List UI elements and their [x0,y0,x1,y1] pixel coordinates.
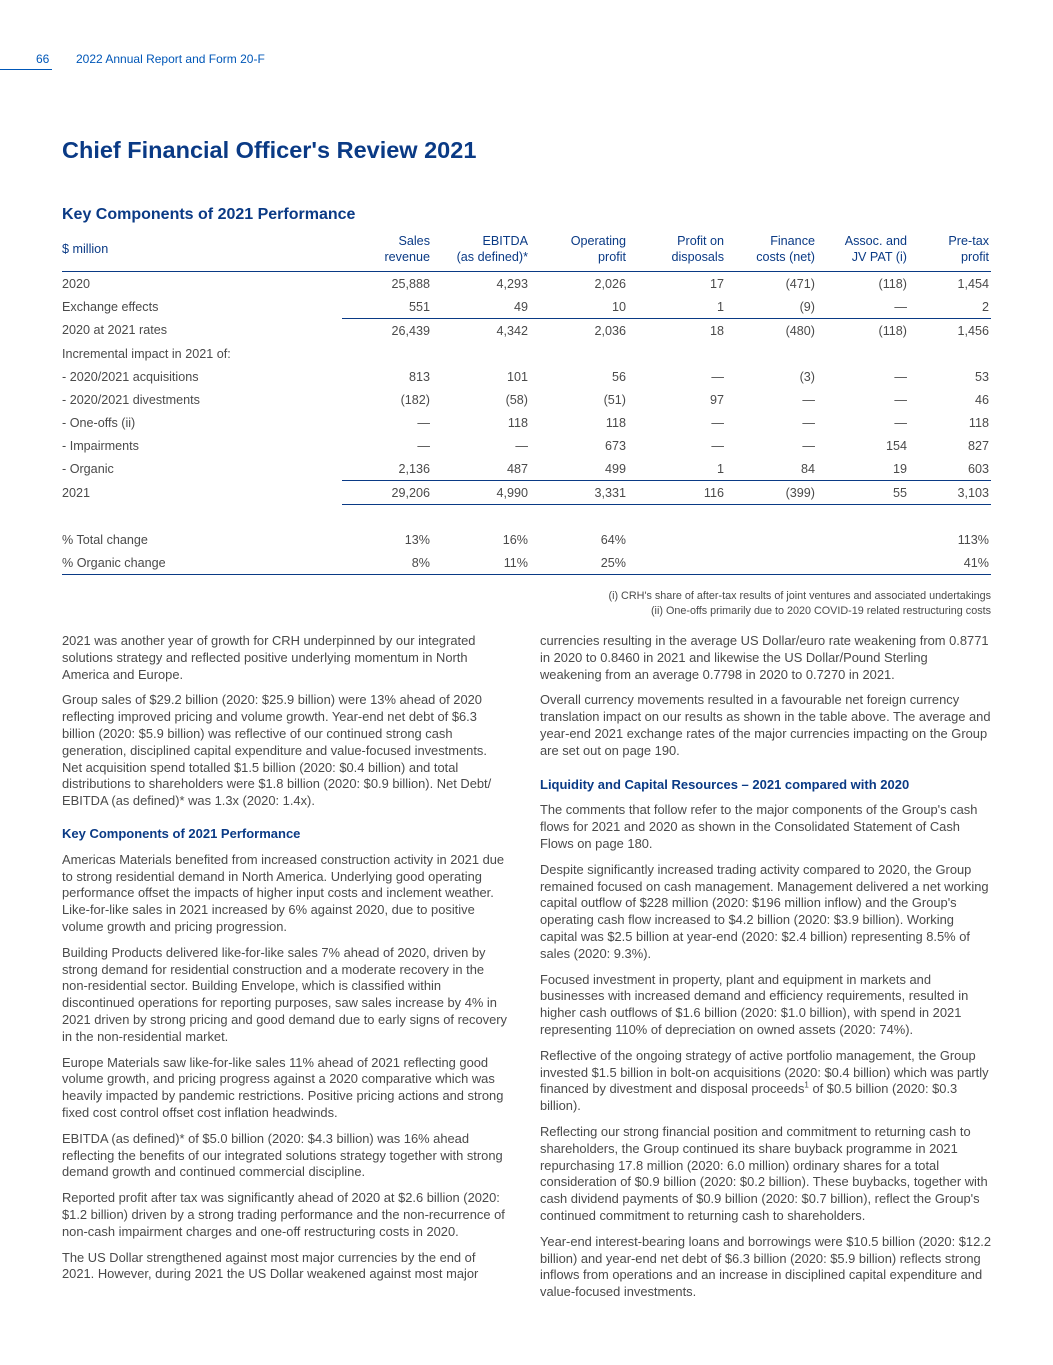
table-cell: (3) [799,369,815,384]
paragraph: currencies resulting in the average US Dollar/euro rate weakening from 0.8771 in 2020 to 0.8460 in 2021 and likewise the US Dollar/Pound Sterling weakening from an average 0.7798 in 2020 to 0.7270 in 2021. [540,633,989,682]
table-cell: (9) [726,295,817,319]
table-cell: 813 [408,369,430,384]
page-title: Chief Financial Officer's Review 2021 [62,137,477,163]
row-label: 2020 [62,276,91,291]
unit-label: $ million [62,229,342,272]
table-cell: — [711,415,724,430]
table-cell: 118 [507,415,528,430]
row-label: 2021 [62,485,91,500]
paragraph: Group sales of $29.2 billion (2020: $25.9 billion) were 13% ahead of 2020 reflecting improved pricing and volume growth. Year-end net debt of $6.3 billion (2020: $5.9 billion) was reflective of our continued strong cash generation, disciplined capital expenditure and value-focused investments. Net acquisition spend totalled $1.5 billion (2020: $0.4 billion) and total distributions to shareholders were $1.8 billion (2020: $0.9 billion). Net Debt/ EBITDA (as defined)* was 1.3x (2020: 1.4x). [62,692,492,809]
left-column [62,633,509,1292]
table-cell: — [515,438,528,453]
table-cell: 101 [506,369,528,384]
footnote: (ii) One-offs primarily due to 2020 COVID-19 related restructuring costs [650,605,991,617]
section-heading: Key Components of 2021 Performance [62,825,301,841]
column-header: Profit on disposals [628,229,726,272]
table-cell [342,342,432,365]
table-cell: — [817,295,909,319]
table-cell: 55 [817,481,909,505]
table-cell: 3,103 [909,481,991,505]
table-cell: 64% [600,532,626,547]
table-cell: 49 [432,295,530,319]
row-label: Incremental impact in 2021 of: [62,346,231,361]
row-label: % Total change [62,532,148,547]
table-spacer-row [62,505,991,529]
row-label: % Organic change [62,551,342,575]
table-cell: 827 [967,438,989,453]
section-heading: Liquidity and Capital Resources – 2021 compared with 2020 [540,776,910,792]
table-cell: 551 [342,295,432,319]
table-cell: 8% [342,551,432,575]
paragraph: Americas Materials benefited from increased construction activity in 2021 due to strong residential demand in North America. Underlying good operating performance offset the impacts of higher input costs and inclement weather. Like-for-like sales in 2021 increased by 6% against 2020, due to positive volume growth and pricing progression. [62,851,505,934]
table-cell: 2 [909,295,991,319]
paragraph: The comments that follow refer to the major components of the Group's cash flows for 2021 and 2020 as shown in the Consolidated Statement of Cash Flows on page 180. [540,802,978,851]
table-cell: 18 [709,323,724,338]
table-cell: — [417,415,430,430]
table-cell: 53 [974,369,989,384]
table-cell: (399) [726,481,817,505]
table-cell: — [417,438,430,453]
table-cell: 97 [709,392,724,407]
column-header: Pre-tax profit [909,229,991,272]
paragraph: EBITDA (as defined)* of $5.0 billion (2020: $4.3 billion) was 16% ahead reflecting the benefits of our integrated solutions strategy together with strong demand growth and continued commercial discipline. [62,1130,503,1180]
table-cell [726,528,817,551]
table-cell: — [802,438,815,453]
table-cell: 56 [611,369,626,384]
change-row [62,528,991,551]
table-cell: 2,026 [594,276,626,291]
table-cell: (480) [785,323,815,338]
table-cell: — [894,415,907,430]
table-cell: (118) [878,276,907,291]
table-row [62,457,991,481]
row-label: - Organic [62,461,114,476]
table-cell: 10 [530,295,628,319]
table-cell: 84 [726,457,817,481]
table-row [62,319,991,343]
paragraph: Reported profit after tax was significantly ahead of 2020 at $2.6 billion (2020: $1.2 billion) driven by a strong trading performance and the non-recurrence of non-cash impairment charges and one-off restructuring costs in 2020. [62,1190,505,1239]
table-cell: (58) [505,392,528,407]
table-cell: 118 [968,415,989,430]
table-row [62,411,991,434]
paragraph: Europe Materials saw like-for-like sales 11% ahead of 2021 reflecting good volume growth, and pricing progress against a 2020 comparative which was heavily impacted by pandemic restrictions. Positive pricing actions and strong fixed cost control offset cost inflation headwinds. [62,1054,504,1120]
table-cell: — [894,392,907,407]
row-label: - 2020/2021 divestments [62,392,200,407]
row-label: 2020 at 2021 rates [62,323,168,338]
table-cell: 1,456 [957,323,989,338]
table-header-row [62,229,991,272]
key-components-table [62,229,991,575]
row-label: - 2020/2021 acquisitions [62,369,199,384]
table-cell [530,342,628,365]
footnote-marker: 1 [804,1081,809,1091]
table-cell [909,342,991,365]
table-cell: 603 [909,457,991,481]
table-cell: 2,136 [342,457,432,481]
table-cell: 4,990 [432,481,530,505]
table-cell: 11% [432,551,530,575]
table-cell: — [711,438,724,453]
table-cell [726,342,817,365]
paragraph: Focused investment in property, plant and equipment in markets and businesses with increased demand and efficiency requirements, resulted in higher cash outflows of $1.6 billion (2020: $1.0 billion), with spend in 2021 representing 110% of depreciation on owned assets (2020: 74%). [540,971,969,1037]
table-cell: 16% [502,532,528,547]
table-cell [628,342,726,365]
paragraph: Overall currency movements resulted in a favourable net foreign currency translation impact on our results as shown in the table above. The average and year-end 2021 exchange rates of the major currencies impacting on the Group are set out on page 190. [540,692,991,758]
table-row [62,365,991,388]
table-cell: — [802,415,815,430]
table-cell: 118 [605,415,626,430]
column-header: Finance costs (net) [726,229,817,272]
table-cell: 113% [957,532,989,547]
table-cell: (118) [878,323,907,338]
table-cell: 1 [628,295,726,319]
table-footnotes [608,589,991,619]
table-cell: 4,293 [496,276,528,291]
table-cell: 29,206 [342,481,432,505]
column-header: EBITDA (as defined)* [432,229,530,272]
table-cell: 487 [432,457,530,481]
table-cell: 17 [709,276,724,291]
paragraph: Reflective of the ongoing strategy of active portfolio management, the Group invested $1.5 billion in bolt-on acquisitions (2020: $0.4 billion) which was partly financed by divestment and disposal proceeds$^1$ of $0.5 billion (2020: $0.3 billion). [540,1047,989,1114]
paragraph: Despite significantly increased trading activity compared to 2020, the Group remained focused on cash management. Management delivered a net working capital outflow of $228 million (2020: $196 million inflow) and the Group's operating cash flow increased to $4.2 billion (2020: $3.9 billion). Working capital was $2.5 billion at year-end (2020: $2.4 billion) representing 8.5% of sales (2020: 9.3%). [540,861,989,961]
column-header: Assoc. and JV PAT (i) [817,229,909,272]
table-cell [817,551,909,575]
page-number: 66 [36,52,50,66]
table-cell: 1,454 [957,276,989,291]
table-row [62,272,991,296]
change-row [62,551,991,575]
table-cell: 3,331 [530,481,628,505]
table-row [62,481,991,505]
table-cell: (51) [603,392,626,407]
table-cell: 2,036 [594,323,626,338]
table-cell: — [894,369,907,384]
column-header: Operating profit [530,229,628,272]
paragraph: Building Products delivered like-for-like sales 7% ahead of 2020, driven by strong demand for residential construction and a moderate recovery in the non-residential sector. Building Envelope, which is classified within discontinued operations for reporting purposes, saw sales increase by 4% in 2021 driven by strong pricing and good demand due to early signs of recovery in the non-residential market. [62,944,507,1044]
table-cell: 41% [909,551,991,575]
table-cell: 673 [604,438,626,453]
table-heading: Key Components of 2021 Performance [62,206,356,223]
table-cell [628,528,726,551]
table-cell: — [802,392,815,407]
table-cell: 13% [404,532,430,547]
paragraph: Year-end interest-bearing loans and borrowings were $10.5 billion (2020: $12.2 billion) and year-end net debt of $6.3 billion (2020: $5.9 billion) reflects strong inflows from operations and an increase in disciplined capital expenditure and value-focused investments. [540,1233,991,1300]
table-cell: — [711,369,724,384]
table-cell: (182) [400,392,430,407]
paragraph: Reflecting our strong financial position and commitment to returning cash to shareholders, the Group continued its share buyback programme in 2021 repurchasing 17.8 million (2020: 6.0 million) ordinary shares for a total consideration of $0.9 billion (2020: $0.2 billion). These buybacks, together with cash dividend payments of $0.9 billion (2020: $0.7 billion), reflect the Group's continued commitment to returning cash to shareholders. [540,1123,988,1223]
right-column [540,633,992,1310]
table-row [62,388,991,411]
table-cell: 25% [530,551,628,575]
table-cell [817,342,909,365]
table-cell [817,528,909,551]
row-label: Exchange effects [62,299,159,314]
table-cell: 499 [530,457,628,481]
column-header: Sales revenue [342,229,432,272]
table-body [62,272,991,575]
table-cell: 116 [628,481,726,505]
table-cell: (471) [785,276,815,291]
footnote: (i) CRH's share of after-tax results of joint ventures and associated undertakings [608,590,991,602]
table-row [62,342,991,365]
table-cell: 154 [885,438,907,453]
paragraph: 2021 was another year of growth for CRH underpinned by our integrated solutions strategy and reflected positive underlying momentum in North America and Europe. [62,633,476,682]
table-row [62,295,991,319]
table-cell [726,551,817,575]
row-label: - Impairments [62,438,139,453]
table-cell: 25,888 [391,276,430,291]
table-cell: 4,342 [496,323,528,338]
table-cell [432,342,530,365]
table-cell: 1 [628,457,726,481]
table-cell: 19 [817,457,909,481]
table-cell: 26,439 [391,323,430,338]
row-label: - One-offs (ii) [62,415,136,430]
paragraph: The US Dollar strengthened against most major currencies by the end of 2021. However, during 2021 the US Dollar weakened against most major [62,1249,479,1282]
header-rule [0,69,52,70]
table-cell: 46 [974,392,989,407]
report-title: 2022 Annual Report and Form 20-F [76,52,265,66]
table-cell [628,551,726,575]
table-row [62,434,991,457]
